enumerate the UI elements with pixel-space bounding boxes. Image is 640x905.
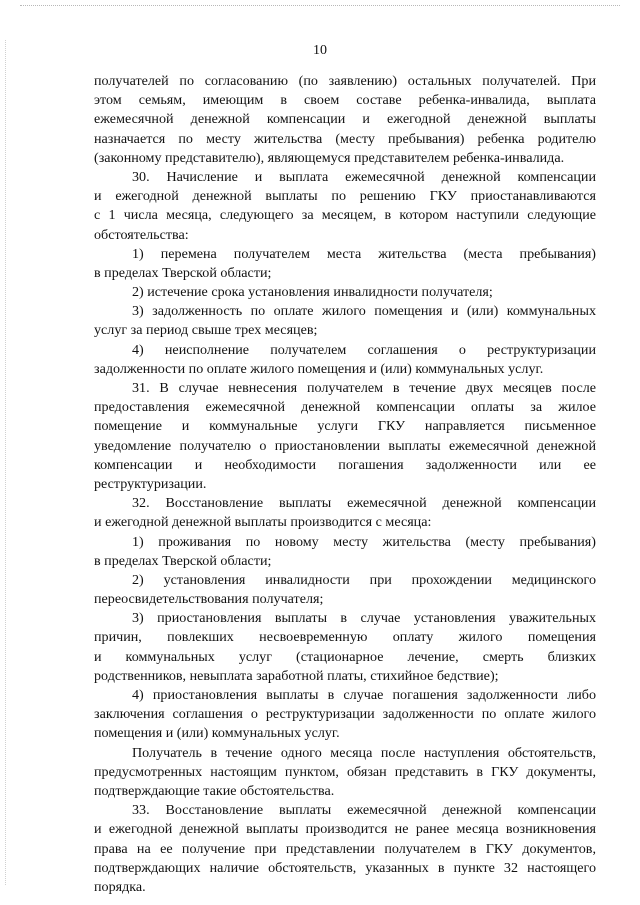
text-line: в пределах Тверской области;	[94, 552, 272, 569]
text-line: 33. Восстановление выплаты ежемесячной денежной компенсации	[132, 802, 596, 819]
text-line: 1) перемена получателем места жительства (места пребывания)	[132, 245, 596, 262]
text-line: ежемесячной денежной компенсации и ежегодной денежной выплаты	[94, 111, 596, 128]
text-line: 30. Начисление и выплата ежемесячной денежной компенсации	[132, 168, 596, 185]
text-line: услуг за период свыше трех месяцев;	[94, 322, 318, 339]
page-number: 10	[313, 43, 327, 58]
text-line: уведомление получателю о приостановлении выплаты ежемесячной денежной	[94, 437, 596, 454]
text-line: переосвидетельствования получателя;	[94, 591, 324, 608]
text-line: 1) проживания по новому месту жительства (месту пребывания)	[132, 533, 596, 550]
text-line: с 1 числа месяца, следующего за месяцем, в котором наступили следующие	[94, 207, 596, 224]
text-line: реструктуризации.	[94, 475, 207, 492]
text-line: назначается по месту жительства (месту пребывания) ребенка родителю	[94, 130, 596, 147]
text-line: причин, повлекших несвоевременную оплату жилого помещения	[94, 629, 596, 646]
text-line: в пределах Тверской области;	[94, 264, 272, 281]
text-line: 4) приостановления выплаты в случае погашения задолженности либо	[132, 687, 596, 703]
text-line: подтверждающих наличие обстоятельств, указанных в пункте 32 настоящего	[94, 859, 596, 876]
scan-border-left	[5, 40, 6, 885]
text-line: 32. Восстановление выплаты ежемесячной денежной компенсации	[132, 495, 596, 512]
text-line: 3) приостановления выплаты в случае установления уважительных	[132, 610, 596, 627]
text-line: этом семьям, имеющим в своем составе ребенка-инвалида, выплата	[94, 92, 596, 109]
text-line: помещения и (или) коммунальных услуг.	[94, 725, 340, 742]
text-line: и ежегодной денежной выплаты производится не ранее месяца возникновения	[94, 821, 596, 838]
scan-border-top	[20, 5, 620, 6]
text-line: обстоятельства:	[94, 226, 189, 243]
text-line: 3) задолженность по оплате жилого помещения и (или) коммунальных	[132, 303, 596, 320]
text-line: подтверждающие такие обстоятельства.	[94, 782, 335, 799]
text-line: Получатель в течение одного месяца после наступления обстоятельств,	[132, 744, 596, 761]
text-line: получателей по согласованию (по заявлению) остальных получателей. При	[94, 73, 596, 89]
text-line: 31. В случае невнесения получателем в течение двух месяцев после	[132, 380, 596, 396]
text-line: 4) неисполнение получателем соглашения о реструктуризации	[132, 341, 596, 358]
text-line: предусмотренных настоящим пунктом, обязан представить в ГКУ документы,	[94, 763, 596, 780]
text-line: задолженности по оплате жилого помещения и (или) коммунальных услуг.	[94, 360, 544, 377]
document-body	[94, 72, 596, 897]
text-line: (законному представителю), являющемуся представителем ребенка-инвалида.	[94, 149, 565, 166]
text-line: и ежегодной денежной выплаты производится с месяца:	[94, 514, 432, 531]
text-line: заключения соглашения о реструктуризации задолженности по оплате жилого	[94, 706, 596, 723]
text-line: компенсации и необходимости погашения задолженности или ее	[94, 456, 596, 473]
text-line: родственников, невыплата заработной платы, стихийное бедствие);	[94, 667, 499, 684]
text-line: права на ее получение при представлении получателем в ГКУ документов,	[94, 840, 596, 857]
text-line: и коммунальных услуг (стационарное лечение, смерть близких	[94, 648, 596, 665]
text-line: помещение и коммунальные услуги ГКУ направляется письменное	[94, 418, 596, 435]
text-line: и ежегодной денежной выплаты по решению ГКУ приостанавливаются	[94, 188, 596, 205]
text-line: 2) установления инвалидности при прохождении медицинского	[132, 571, 596, 588]
text-line: порядка.	[94, 878, 146, 895]
text-line: предоставления ежемесячной денежной компенсации оплаты за жилое	[94, 399, 596, 416]
text-line: 2) истечение срока установления инвалидности получателя;	[132, 284, 493, 301]
